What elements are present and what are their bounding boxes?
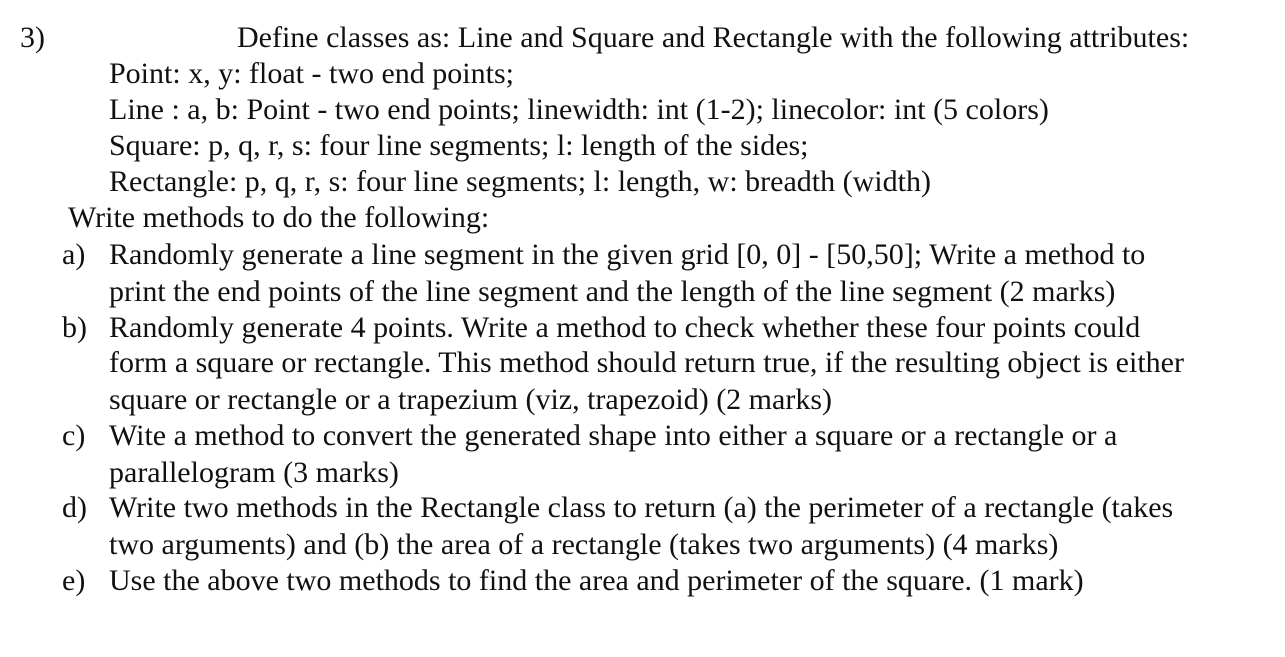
task-a-label: a) — [62, 238, 86, 271]
task-a-line-2: print the end points of the line segment and the length of the line segment (2 marks) — [109, 275, 1116, 308]
task-d-line-2: two arguments) and (b) the area of a rectangle (takes two arguments) (4 marks) — [109, 528, 1059, 561]
attribute-point: Point: x, y: float - two end points; — [109, 57, 514, 90]
question-number: 3) — [20, 21, 45, 54]
task-c-line-2: parallelogram (3 marks) — [109, 456, 399, 489]
attribute-square: Square: p, q, r, s: four line segments; l: length of the sides; — [109, 129, 809, 162]
task-e-line-1: Use the above two methods to find the area and perimeter of the square. (1 mark) — [109, 564, 1084, 597]
task-a-line-1: Randomly generate a line segment in the given grid [0, 0] - [50,50]; Write a method to — [109, 238, 1146, 271]
task-b-line-1: Randomly generate 4 points. Write a method to check whether these four points could — [109, 311, 1141, 344]
task-d-label: d) — [62, 491, 87, 524]
task-c-line-1: Wite a method to convert the generated shape into either a square or a rectangle or a — [109, 419, 1118, 452]
methods-heading: Write methods to do the following: — [68, 201, 490, 234]
task-c-label: c) — [62, 419, 86, 452]
task-b-line-2: form a square or rectangle. This method should return true, if the resulting object is either — [109, 346, 1184, 379]
task-e-label: e) — [62, 564, 86, 597]
task-b-line-3: square or rectangle or a trapezium (viz, trapezoid) (2 marks) — [109, 383, 832, 416]
task-b-label: b) — [62, 311, 87, 344]
task-d-line-1: Write two methods in the Rectangle class to return (a) the perimeter of a rectangle (takes — [109, 491, 1174, 524]
attribute-line: Line : a, b: Point - two end points; linewidth: int (1-2); linecolor: int (5 colors) — [109, 93, 1049, 126]
attribute-rectangle: Rectangle: p, q, r, s: four line segments; l: length, w: breadth (width) — [109, 165, 931, 198]
question-intro: Define classes as: Line and Square and Rectangle with the following attributes: — [237, 21, 1190, 54]
